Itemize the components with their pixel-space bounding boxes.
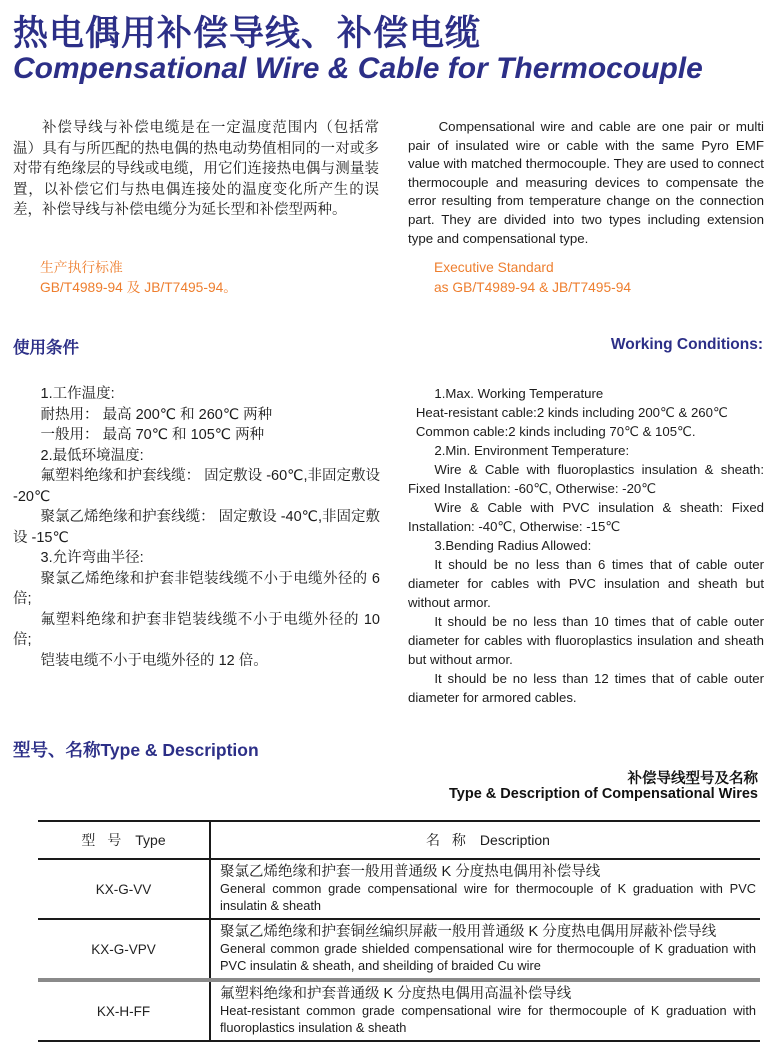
description-english: Heat-resistant common grade compensational wire for thermocouple of K graduation with fluoroplastics insulation & sheath bbox=[220, 1003, 756, 1035]
description-english: General common grade compensational wire for thermocouple of K graduation with PVC insulatin & sheath bbox=[220, 881, 756, 913]
condition-zh-item: 聚氯乙烯绝缘和护套非铠装线缆不小于电缆外径的 6 倍; bbox=[13, 570, 380, 607]
condition-en-item: Wire & Cable with PVC insulation & sheath: Fixed Installation: -40℃, Otherwise: -15℃ bbox=[408, 500, 764, 534]
condition-zh-item: 耐热用： 最高 200℃ 和 260℃ 两种 bbox=[40, 406, 273, 423]
condition-en-item: 3.Bending Radius Allowed: bbox=[434, 538, 592, 553]
table-row bbox=[38, 860, 760, 920]
table-cell-description bbox=[211, 982, 760, 1040]
table-header-type bbox=[38, 822, 211, 858]
executive-standard-chinese-value: GB/T4989-94 及 JB/T7495-94。 bbox=[40, 280, 238, 295]
intro-paragraph-chinese: 补偿导线与补偿电缆是在一定温度范围内（包括常温）具有与所匹配的热电偶的热电动势值相同的一对或多对带有绝缘层的导线或电缆，用它们连接热电偶与测量装置，以补偿它们与热电偶连接处的温度变化所产生的误差，补偿导线与补偿电缆分为延长型和补偿型两种。 bbox=[13, 120, 379, 218]
description-chinese: 氟塑料绝缘和护套普通级 K 分度热电偶用高温补偿导线 bbox=[220, 986, 572, 1002]
condition-en-item: It should be no less than 12 times that of cable outer diameter for armored cables. bbox=[408, 671, 764, 705]
executive-standard-chinese-label: 生产执行标准 bbox=[40, 260, 123, 275]
intro-paragraph-english: Compensational wire and cable are one pair or multi pair of insulated wire or cable with the same Pyro EMF value with matched thermocouple. They are used to connect thermocouple and measuring devices to compensate the error resulting from temperature change on the connection part. They are divided into two types including extension type and compensational type. bbox=[408, 119, 764, 246]
condition-zh-item: 1.工作温度: bbox=[40, 386, 115, 402]
executive-standard-english-value: as GB/T4989-94 & JB/T7495-94 bbox=[434, 280, 632, 295]
table-cell-type-code: KX-H-FF bbox=[38, 982, 211, 1040]
table-subtitle-chinese: 补偿导线型号及名称 bbox=[627, 771, 758, 787]
condition-en-item: 1.Max. Working Temperature bbox=[434, 386, 604, 401]
table-cell-type-code: KX-G-VV bbox=[38, 860, 211, 918]
condition-zh-item: 一般用： 最高 70℃ 和 105℃ 两种 bbox=[40, 427, 265, 443]
table-header-type-zh: 型 号 bbox=[81, 832, 126, 848]
condition-en-item: 2.Min. Environment Temperature: bbox=[434, 443, 630, 458]
type-description-heading: 型号、名称Type & Description bbox=[13, 740, 259, 760]
condition-en-item: It should be no less than 10 times that of cable outer diameter for cables with fluoroplastics insulation and sheath but without armor. bbox=[408, 614, 764, 667]
condition-en-item: Common cable:2 kinds including 70℃ & 105℃. bbox=[415, 424, 696, 439]
condition-zh-item: 3.允许弯曲半径: bbox=[40, 550, 144, 566]
executive-standard-english-label: Executive Standard bbox=[434, 260, 554, 275]
table-cell-description bbox=[211, 860, 760, 918]
condition-zh-item: 铠装电缆不小于电缆外径的 12 倍。 bbox=[40, 652, 268, 669]
condition-en-item: Heat-resistant cable:2 kinds including 200℃ & 260℃ bbox=[415, 405, 728, 420]
type-description-table bbox=[38, 820, 760, 1042]
table-cell-type-code: KX-G-VPV bbox=[38, 920, 211, 978]
description-chinese: 聚氯乙烯绝缘和护套铜丝编织屏蔽一般用普通级 K 分度热电偶用屏蔽补偿导线 bbox=[220, 924, 717, 940]
table-row bbox=[38, 920, 760, 982]
table-header-description-zh: 名 称 bbox=[426, 832, 470, 848]
working-conditions-heading-chinese: 使用条件 bbox=[13, 339, 79, 357]
condition-en-item: It should be no less than 6 times that of cable outer diameter for cables with PVC insulation and sheath but without armor. bbox=[408, 557, 764, 610]
table-header-description bbox=[211, 822, 760, 858]
table-header-description-en: Description bbox=[479, 832, 550, 848]
table-subtitle-english: Type & Description of Compensational Wires bbox=[449, 786, 758, 802]
description-english: General common grade shielded compensational wire for thermocouple of K graduation with PVC insulatin & sheath, and sheilding of braided Cu wire bbox=[220, 941, 756, 973]
condition-zh-item: 聚氯乙烯绝缘和护套线缆： 固定敷设 -40℃,非固定敷设 -15℃ bbox=[13, 509, 380, 546]
condition-en-item: Wire & Cable with fluoroplastics insulation & sheath: Fixed Installation: -60℃, Otherwise: -20℃ bbox=[408, 462, 764, 496]
executive-standard-english bbox=[434, 258, 631, 298]
working-conditions-chinese-column bbox=[13, 384, 380, 671]
page-title-english: Compensational Wire & Cable for Thermocouple bbox=[13, 52, 703, 85]
condition-zh-item: 氟塑料绝缘和护套非铠装线缆不小于电缆外径的 10 倍; bbox=[13, 611, 380, 648]
working-conditions-english-column bbox=[408, 384, 764, 707]
condition-zh-item: 氟塑料绝缘和护套线缆： 固定敷设 -60℃,非固定敷设 -20℃ bbox=[13, 468, 380, 505]
description-chinese: 聚氯乙烯绝缘和护套一般用普通级 K 分度热电偶用补偿导线 bbox=[220, 864, 601, 880]
table-header-row bbox=[38, 822, 760, 860]
table-row bbox=[38, 982, 760, 1042]
working-conditions-heading-english: Working Conditions: bbox=[610, 336, 763, 353]
table-cell-description bbox=[211, 920, 760, 978]
page-title-chinese: 热电偶用补偿导线、补偿电缆 bbox=[13, 14, 482, 53]
condition-zh-item: 2.最低环境温度: bbox=[40, 447, 144, 464]
table-header-type-en: Type bbox=[135, 832, 166, 848]
executive-standard-chinese bbox=[40, 258, 237, 298]
